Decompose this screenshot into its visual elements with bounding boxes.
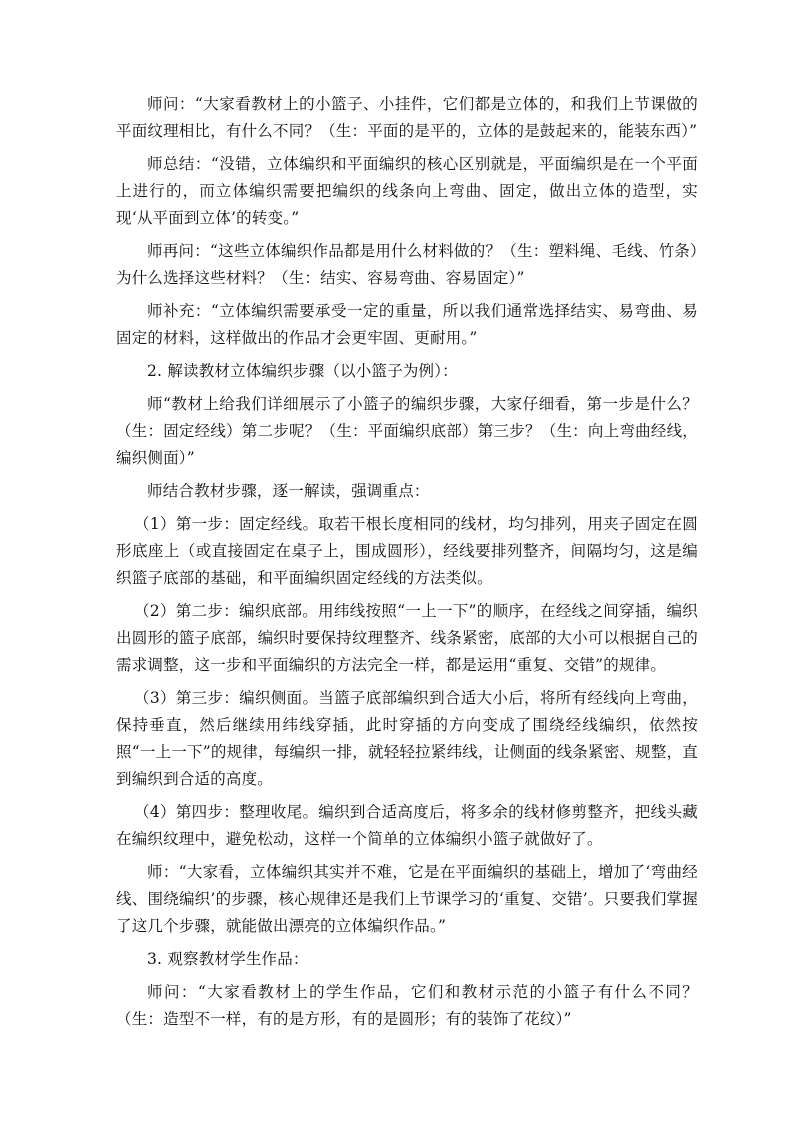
section-heading-3: 3. 观察教材学生作品： (147, 950, 309, 968)
paragraph-step-3: （3）第三步：编织侧面。当篮子底部编织到合适大小后，将所有经线向上弯曲，保持垂直，然后继续用纬线穿插，此时穿插的方向变成了围绕经线编织，依然按照“一上一下”的规律，每编织一排，就轻轻拉紧纬线，让侧面的线条紧密、规整，直到编织到合适的高度。 (116, 689, 698, 788)
paragraph-teacher-question-2: 师再问：“这些立体编织作品都是用什么材料做的？（生：塑料绳、毛线、竹条）为什么选择这些材料？（生：结实、容易弯曲、容易固定）” (116, 242, 698, 287)
section-heading-2: 2. 解读教材立体编织步骤（以小篮子为例）： (147, 362, 458, 380)
paragraph-step-2: （2）第二步：编织底部。用纬线按照“一上一下”的顺序，在经线之间穿插，编织出圆形的篮子底部，编织时要保持纹理整齐、线条紧密，底部的大小可以根据自己的需求调整，这一步和平面编织的方法完全一样，都是运用“重复、交错”的规律。 (116, 602, 698, 674)
paragraph-step-4: （4）第四步：整理收尾。编织到合适高度后，将多余的线材修剪整齐，把线头藏在编织纹理中，避免松动，这样一个简单的立体编织小篮子就做好了。 (116, 803, 698, 848)
paragraph-teacher-explain: 师结合教材步骤，逐一解读，强调重点： (147, 482, 430, 500)
paragraph-teacher-question-1: 师问：“大家看教材上的小篮子、小挂件，它们都是立体的，和我们上节课做的平面纹理相比，有什么不同？（生：平面的是平的，立体的是鼓起来的，能装东西）” (116, 95, 698, 140)
paragraph-teacher-supplement: 师补充：“立体编织需要承受一定的重量，所以我们通常选择结实、易弯曲、易固定的材料，这样做出的作品才会更牢固、更耐用。” (116, 302, 698, 347)
paragraph-teacher-conclusion: 师：“大家看，立体编织其实并不难，它是在平面编织的基础上，增加了‘弯曲经线、围绕编织’的步骤，核心规律还是我们上节课学习的‘重复、交错’。只要我们掌握了这几个步骤，就能做出漂亮的立体编织作品。” (116, 863, 698, 935)
paragraph-step-1: （1）第一步：固定经线。取若干根长度相同的线材，均匀排列，用夹子固定在圆形底座上（或直接固定在桌子上，围成圆形），经线要排列整齐，间隔均匀，这是编织篮子底部的基础，和平面编织固定经线的方法类似。 (116, 515, 698, 587)
paragraph-teacher-question-3: 师问：“大家看教材上的学生作品，它们和教材示范的小篮子有什么不同？（生：造型不一样，有的是方形，有的是圆形；有的装饰了花纹）” (116, 983, 698, 1028)
paragraph-teacher-steps-intro: 师“教材上给我们详细展示了小篮子的编织步骤，大家仔细看，第一步是什么？（生：固定经线）第二步呢？（生：平面编织底部）第三步？（生：向上弯曲经线，编织侧面）” (116, 395, 698, 467)
document-body (116, 91, 698, 1039)
paragraph-teacher-summary: 师总结：“没错，立体编织和平面编织的核心区别就是，平面编织是在一个平面上进行的，而立体编织需要把编织的线条向上弯曲、固定，做出立体的造型，实现‘从平面到立体’的转变。” (116, 155, 698, 227)
